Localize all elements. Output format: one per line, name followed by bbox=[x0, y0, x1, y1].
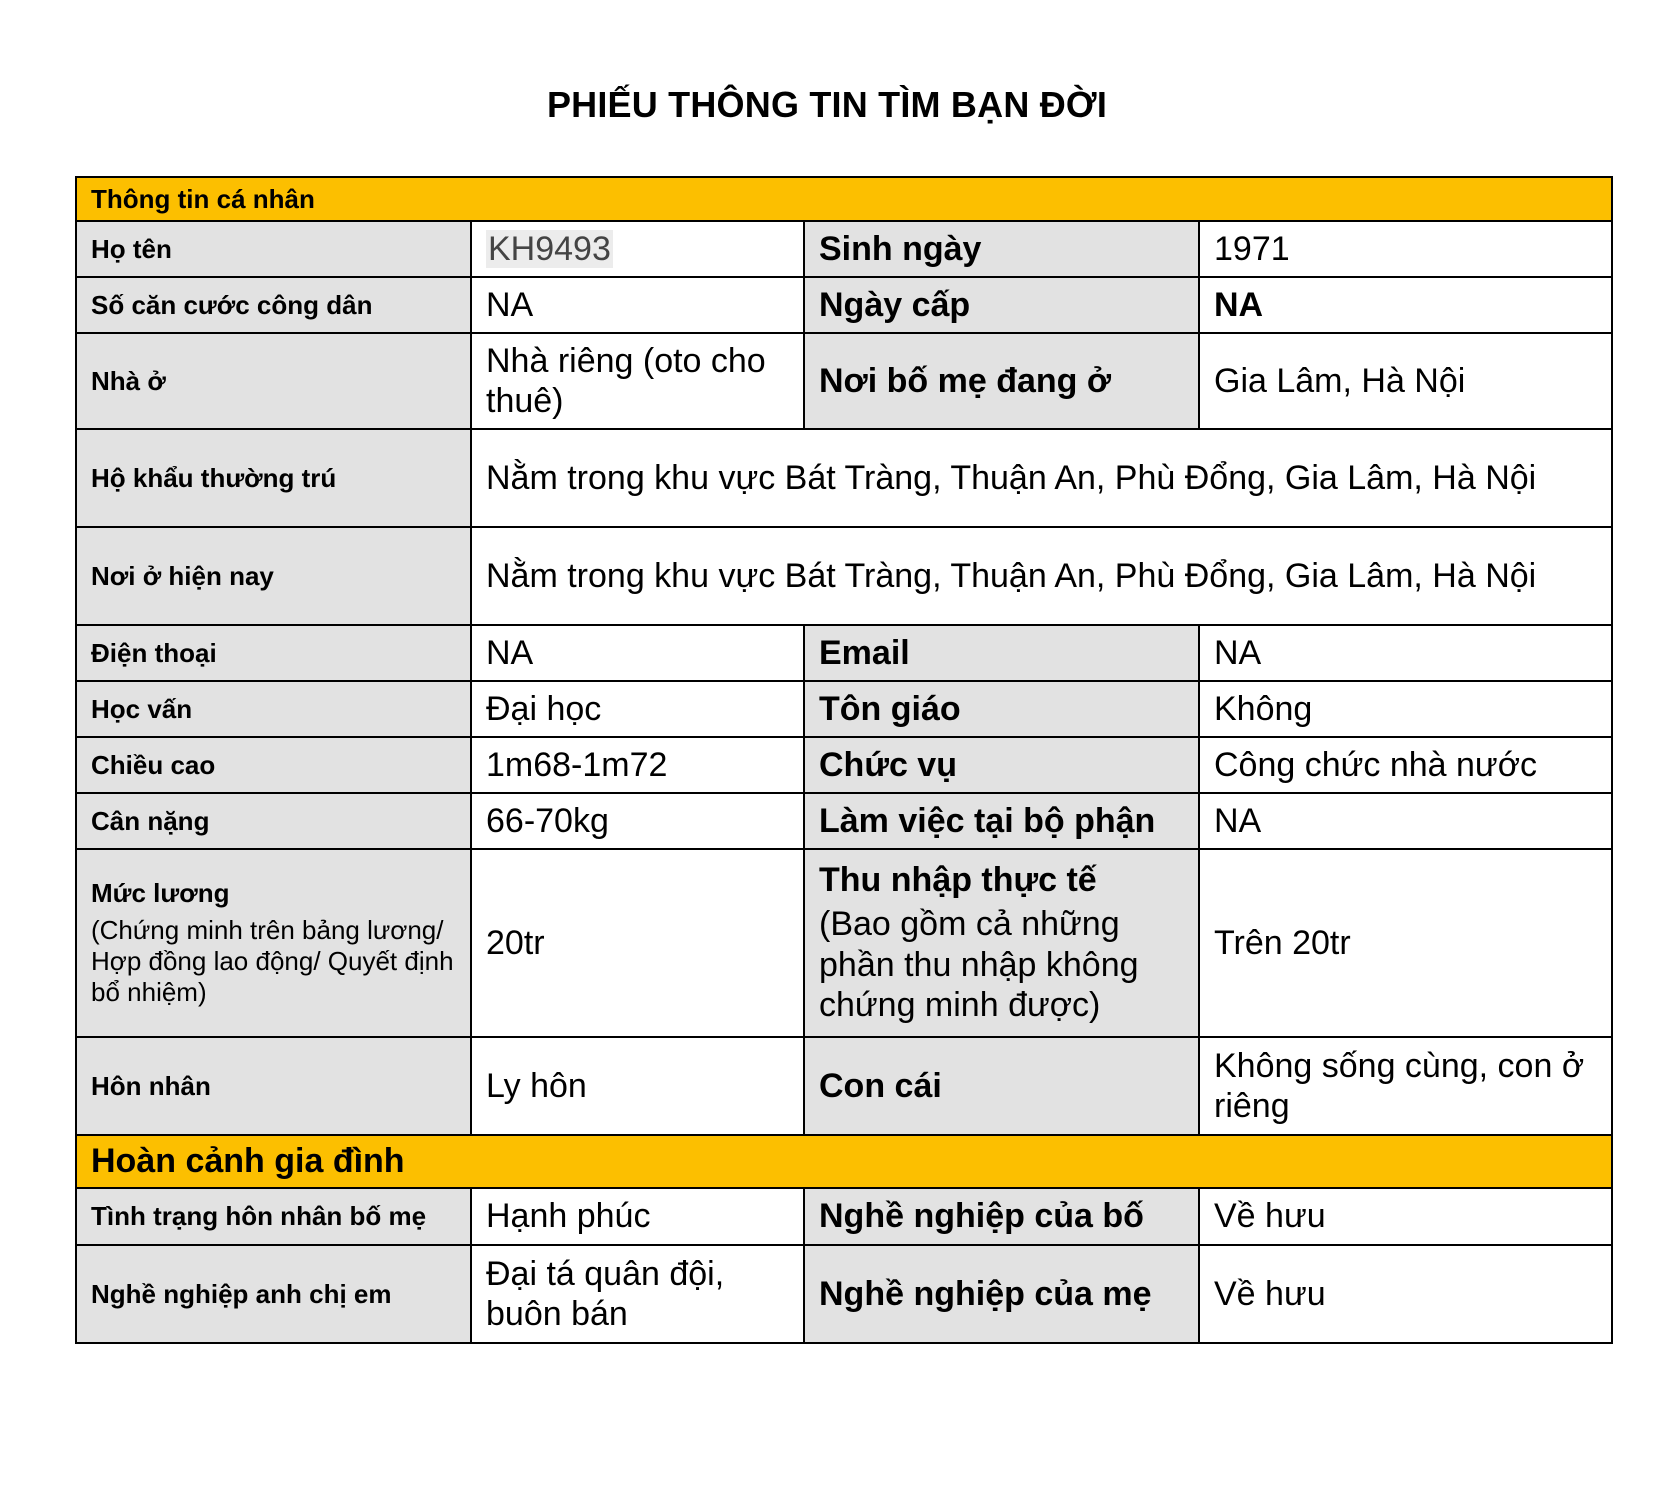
value-nghe-anh-chi: Đại tá quân đội, buôn bán bbox=[471, 1245, 804, 1343]
label-ho-khau: Hộ khẩu thường trú bbox=[76, 429, 471, 527]
page-title: PHIẾU THÔNG TIN TÌM BẠN ĐỜI bbox=[546, 84, 1108, 125]
table-row bbox=[76, 793, 1612, 849]
value-noi-o: Nằm trong khu vực Bát Tràng, Thuận An, Phù Đổng, Gia Lâm, Hà Nội bbox=[471, 527, 1612, 625]
label-nghe-me: Nghề nghiệp của mẹ bbox=[804, 1245, 1199, 1343]
label-thu-nhap-note: (Bao gồm cả những phần thu nhập không chứng minh được) bbox=[819, 904, 1139, 1025]
label-thu-nhap-title: Thu nhập thực tế bbox=[819, 860, 1097, 899]
table-row bbox=[76, 277, 1612, 333]
table-row bbox=[76, 333, 1612, 429]
value-hoc-van: Đại học bbox=[471, 681, 804, 737]
value-ngay-cap: NA bbox=[1199, 277, 1612, 333]
label-nha-o: Nhà ở bbox=[76, 333, 471, 429]
label-bo-phan: Làm việc tại bộ phận bbox=[804, 793, 1199, 849]
table-row bbox=[76, 1245, 1612, 1343]
label-hon-nhan: Hôn nhân bbox=[76, 1037, 471, 1135]
table-row bbox=[76, 681, 1612, 737]
value-ho-ten bbox=[471, 221, 804, 277]
value-can-nang: 66-70kg bbox=[471, 793, 804, 849]
table-row bbox=[76, 737, 1612, 793]
value-con-cai: Không sống cùng, con ở riêng bbox=[1199, 1037, 1612, 1135]
label-dien-thoai: Điện thoại bbox=[76, 625, 471, 681]
section-personal-row bbox=[76, 177, 1612, 221]
value-thu-nhap: Trên 20tr bbox=[1199, 849, 1612, 1037]
value-ton-giao: Không bbox=[1199, 681, 1612, 737]
table-row bbox=[76, 527, 1612, 625]
label-noi-bo-me: Nơi bố mẹ đang ở bbox=[804, 333, 1199, 429]
value-nghe-bo: Về hưu bbox=[1199, 1188, 1612, 1245]
info-table bbox=[75, 176, 1613, 1344]
label-email: Email bbox=[804, 625, 1199, 681]
label-ton-giao: Tôn giáo bbox=[804, 681, 1199, 737]
value-ho-khau: Nằm trong khu vực Bát Tràng, Thuận An, Phù Đổng, Gia Lâm, Hà Nội bbox=[471, 429, 1612, 527]
section-heading-family: Hoàn cảnh gia đình bbox=[76, 1135, 1612, 1188]
value-nha-o: Nhà riêng (oto cho thuê) bbox=[471, 333, 804, 429]
label-thu-nhap bbox=[804, 849, 1199, 1037]
label-con-cai: Con cái bbox=[804, 1037, 1199, 1135]
label-chuc-vu: Chức vụ bbox=[804, 737, 1199, 793]
table-row bbox=[76, 221, 1612, 277]
label-nghe-bo: Nghề nghiệp của bố bbox=[804, 1188, 1199, 1245]
label-muc-luong-note: (Chứng minh trên bảng lương/ Hợp đồng lao động/ Quyết định bổ nhiệm) bbox=[91, 914, 454, 1007]
label-hoc-van: Học vấn bbox=[76, 681, 471, 737]
table-row bbox=[76, 1188, 1612, 1245]
label-muc-luong-title: Mức lương bbox=[91, 877, 230, 908]
value-sinh-ngay: 1971 bbox=[1199, 221, 1612, 277]
value-email: NA bbox=[1199, 625, 1612, 681]
value-ho-ten-text: KH9493 bbox=[488, 229, 611, 268]
label-hn-bo-me: Tình trạng hôn nhân bố mẹ bbox=[76, 1188, 471, 1245]
section-family-row bbox=[76, 1135, 1612, 1188]
value-hon-nhan: Ly hôn bbox=[471, 1037, 804, 1135]
value-noi-bo-me: Gia Lâm, Hà Nội bbox=[1199, 333, 1612, 429]
label-sinh-ngay: Sinh ngày bbox=[804, 221, 1199, 277]
label-nghe-anh-chi: Nghề nghiệp anh chị em bbox=[76, 1245, 471, 1343]
value-chuc-vu: Công chức nhà nước bbox=[1199, 737, 1612, 793]
label-ho-ten: Họ tên bbox=[76, 221, 471, 277]
table-row bbox=[76, 849, 1612, 1037]
table-row bbox=[76, 625, 1612, 681]
table-row bbox=[76, 429, 1612, 527]
label-ngay-cap: Ngày cấp bbox=[804, 277, 1199, 333]
table-row bbox=[76, 1037, 1612, 1135]
section-heading-personal: Thông tin cá nhân bbox=[76, 177, 1612, 221]
value-dien-thoai: NA bbox=[471, 625, 804, 681]
value-bo-phan: NA bbox=[1199, 793, 1612, 849]
value-hn-bo-me: Hạnh phúc bbox=[471, 1188, 804, 1245]
value-muc-luong: 20tr bbox=[471, 849, 804, 1037]
value-nghe-me: Về hưu bbox=[1199, 1245, 1612, 1343]
value-chieu-cao: 1m68-1m72 bbox=[471, 737, 804, 793]
label-muc-luong bbox=[76, 849, 471, 1037]
label-noi-o: Nơi ở hiện nay bbox=[76, 527, 471, 625]
label-chieu-cao: Chiều cao bbox=[76, 737, 471, 793]
label-can-nang: Cân nặng bbox=[76, 793, 471, 849]
value-cccd: NA bbox=[471, 277, 804, 333]
label-cccd: Số căn cước công dân bbox=[76, 277, 471, 333]
